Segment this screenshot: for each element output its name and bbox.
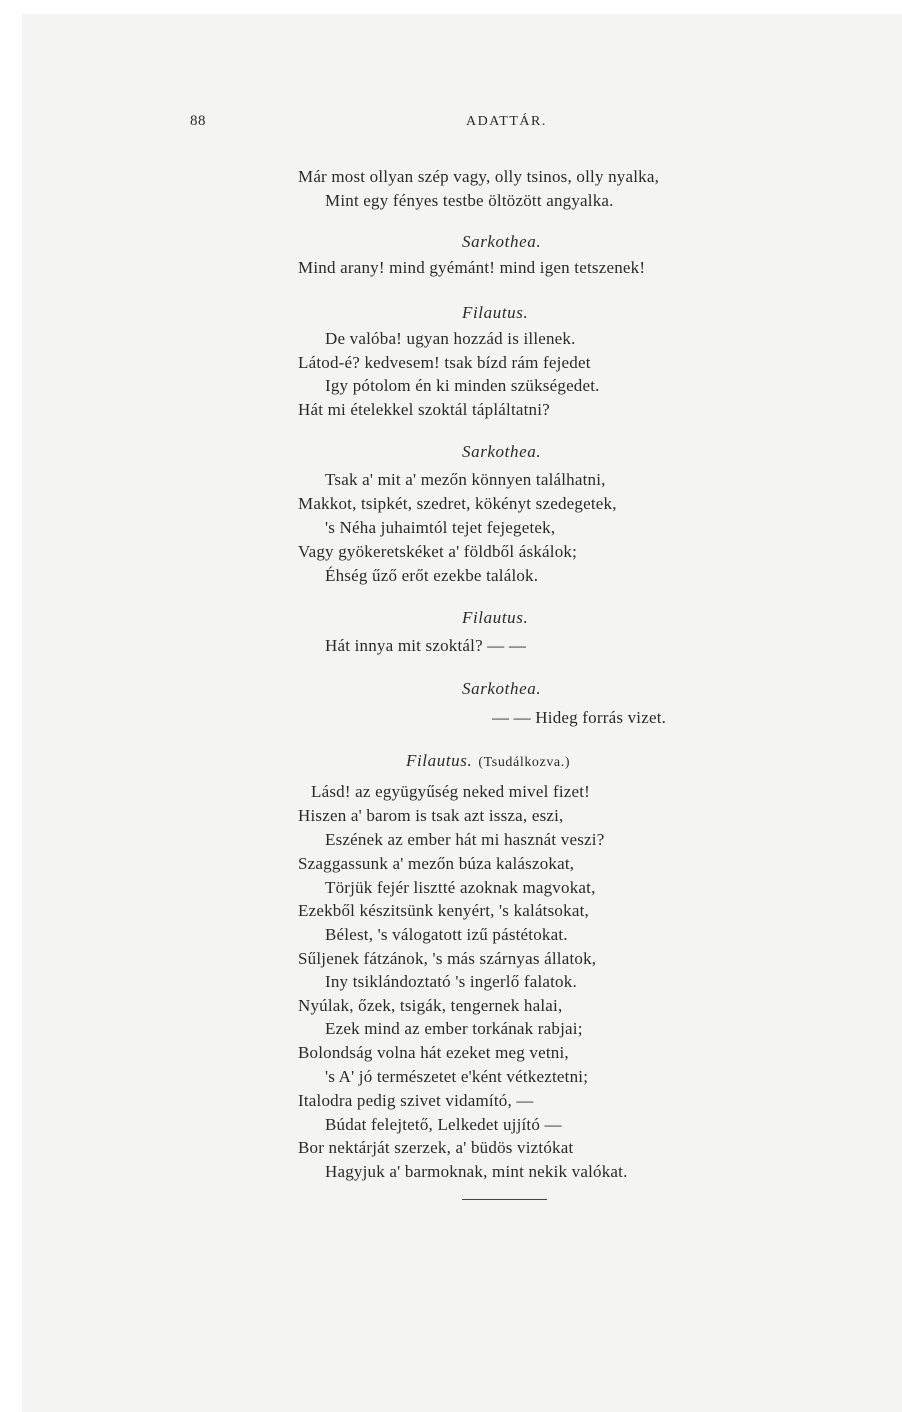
speaker-name: Sarkothea. [462, 232, 542, 251]
verse-line: Szaggassunk a' mezőn búza kalászokat, [298, 854, 575, 873]
verse-line: Vagy gyökeretskéket a' földből áskálok; [298, 542, 578, 561]
verse-line: Hát innya mit szoktál? — — [325, 636, 527, 655]
verse-line: Hát mi ételekkel szoktál tápláltatni? [298, 400, 550, 419]
verse-line: Hagyjuk a' barmoknak, mint nekik valókat. [325, 1162, 628, 1181]
verse-line: Nyúlak, őzek, tsigák, tengernek halai, [298, 996, 563, 1015]
speaker-label: Filautus. [406, 751, 473, 770]
verse-line: Törjük fejér lisztté azoknak magvokat, [325, 878, 596, 897]
verse-line: Mint egy fényes testbe öltözött angyalka. [325, 191, 614, 210]
verse-line: De valóba! ugyan hozzád is illenek. [325, 329, 576, 348]
speaker-name: Filautus. [462, 303, 529, 322]
verse-line: Ezek mind az ember torkának rabjai; [325, 1019, 583, 1038]
verse-line: 's Néha juhaimtól tejet fejegetek, [325, 518, 556, 537]
verse-line: Ezekből készitsünk kenyért, 's kalátsokat, [298, 901, 589, 920]
stage-direction: (Tsudálkozva.) [478, 755, 571, 770]
verse-line: Italodra pedig szivet vidamító, — [298, 1091, 534, 1110]
verse-line: — — Hideg forrás vizet. [492, 708, 667, 727]
verse-line: Hiszen a' barom is tsak azt issza, eszi, [298, 806, 564, 825]
verse-line: Makkot, tsipkét, szedret, kökényt szedegetek, [298, 494, 617, 513]
section-end-rule [462, 1199, 547, 1200]
verse-line: Látod-é? kedvesem! tsak bízd rám fejedet [298, 353, 591, 372]
verse-line: Tsak a' mit a' mezőn könnyen találhatni, [325, 470, 606, 489]
running-head: ADATTÁR. [466, 114, 547, 129]
speaker-name: Filautus. [462, 608, 529, 627]
verse-line: Bolondság volna hát ezeket meg vetni, [298, 1043, 569, 1062]
verse-line: 's A' jó természetet e'ként vétkeztetni; [325, 1067, 589, 1086]
verse-line: Éhség űző erőt ezekbe találok. [325, 566, 539, 585]
verse-line: Eszének az ember hát mi hasznát veszi? [325, 830, 605, 849]
verse-line: Búdat felejtető, Lelkedet ujjító — [325, 1115, 562, 1134]
page-number: 88 [190, 113, 206, 129]
verse-line: Sűljenek fátzánok, 's más szárnyas állatok, [298, 949, 597, 968]
speaker-name: Sarkothea. [462, 442, 542, 461]
verse-line: Mind arany! mind gyémánt! mind igen tetszenek! [298, 258, 646, 277]
verse-line: Iny tsiklándoztató 's ingerlő falatok. [325, 972, 577, 991]
verse-line: Igy pótolom én ki minden szükségedet. [325, 376, 600, 395]
speaker-name: Sarkothea. [462, 679, 542, 698]
speaker-name [406, 751, 570, 771]
verse-line: Már most ollyan szép vagy, olly tsinos, olly nyalka, [298, 167, 660, 186]
verse-line: Bélest, 's válogatott izű pástétokat. [325, 925, 568, 944]
verse-line: Lásd! az együgyűség neked mivel fizet! [311, 782, 591, 801]
verse-line: Bor nektárját szerzek, a' büdös viztókat [298, 1138, 574, 1157]
